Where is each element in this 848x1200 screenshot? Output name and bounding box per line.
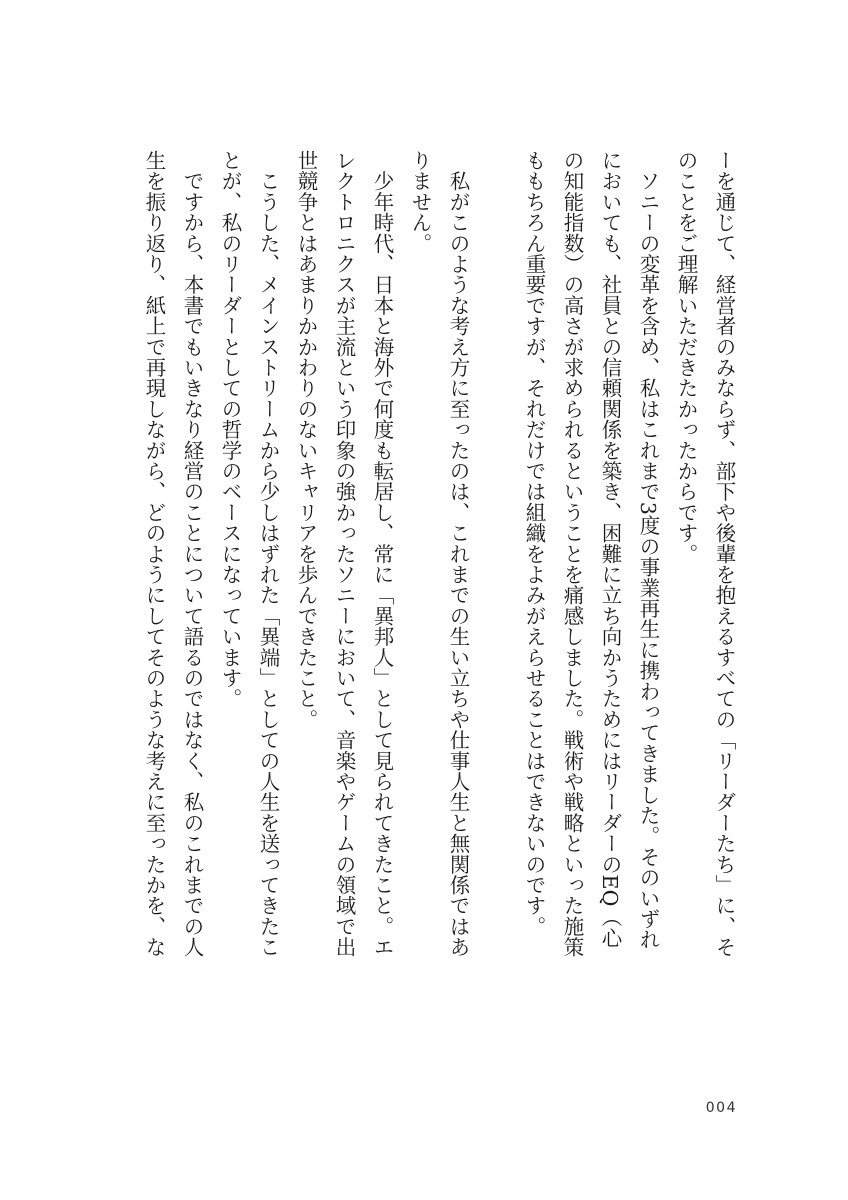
text-line: こうした、メインストリームから少しはずれた「異端」としての人生を送ってきたこ (256, 150, 280, 958)
vertical-text-body (103, 150, 743, 1030)
text-line: レクトロニクスが主流という印象の強かったソニーにおいて、音楽やゲームの領域で出 (332, 150, 356, 958)
text-line: の知能指数）の高さが求められるということを痛感しました。戦術や戦略といった施策 (560, 150, 584, 958)
text-line: 生を振り返り、紙上で再現しながら、どのようにしてそのような考えに至ったかを、な (142, 150, 166, 958)
text-line: においても、社員との信頼関係を築き、困難に立ち向かうためにはリーダーのEQ（心 (598, 150, 622, 949)
text-line: ももちろん重要ですが、それだけでは組織をよみがえらせることはできないのです。 (522, 150, 546, 937)
paragraph-break (477, 150, 515, 1030)
page-number: 004 (705, 1100, 737, 1116)
text-line: ですから、本書でもいきなり経営のことについて語るのではなく、私のこれまでの人 (180, 150, 204, 958)
text-line: とが、私のリーダーとしての哲学のベースになっています。 (218, 150, 242, 709)
text-line: 私がこのような考え方に至ったのは、これまでの生い立ちや仕事人生と無関係ではあ (446, 150, 470, 958)
text-line: りません。 (408, 150, 432, 254)
text-line: ソニーの変革を含め、私はこれまで3度の事業再生に携わってきました。そのいずれ (636, 150, 660, 950)
text-line: 少年時代、日本と海外で何度も転居し、常に「異邦人」として見られてきたこと。エ (370, 150, 394, 958)
text-line: 世競争とはあまりかかわりのないキャリアを歩んできたこと。 (294, 150, 318, 730)
text-line: ーを通じて、経営者のみならず、部下や後輩を抱えるすべての「リーダーたち」に、そ (712, 150, 736, 958)
text-line: のことをご理解いただきたかったからです。 (674, 150, 698, 564)
